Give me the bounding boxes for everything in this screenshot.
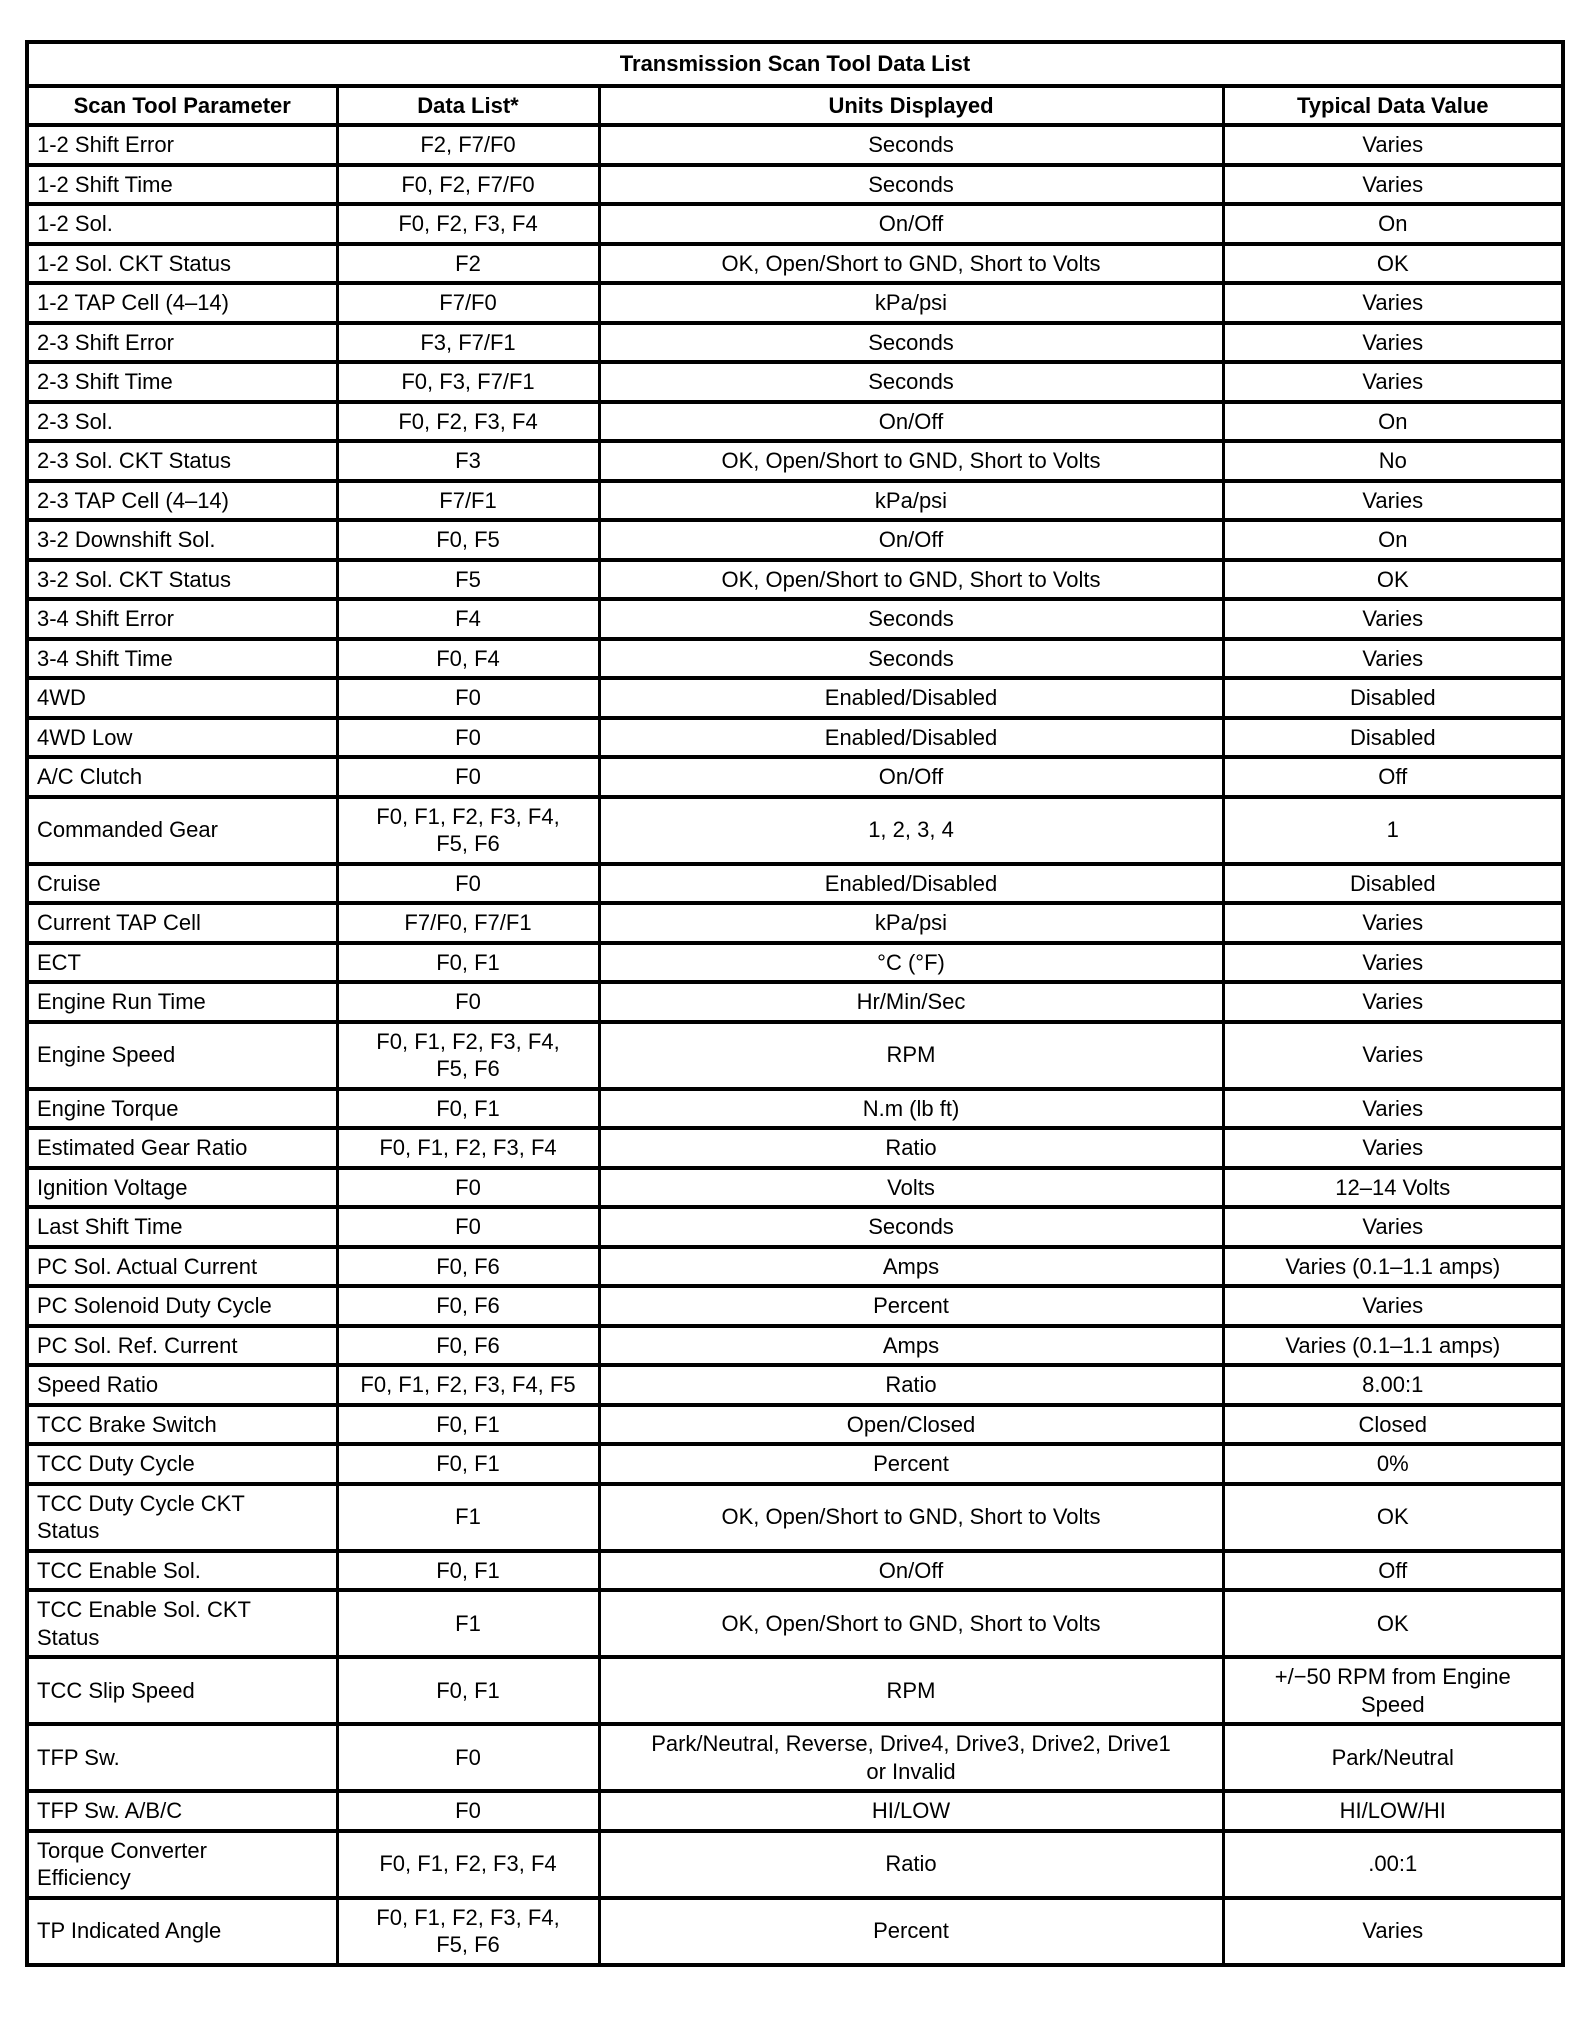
cell-typical-data-value: +/−50 RPM from Engine Speed [1223,1657,1563,1724]
cell-parameter: Engine Torque [27,1089,337,1129]
cell-units-displayed: Seconds [599,125,1223,165]
table-row [27,1326,1563,1366]
cell-parameter: Ignition Voltage [27,1168,337,1208]
cell-data-list: F0, F1 [337,1551,599,1591]
table-row [27,943,1563,983]
table-row [27,639,1563,679]
cell-parameter: Engine Run Time [27,982,337,1022]
cell-units-displayed: Seconds [599,1207,1223,1247]
column-header-units-displayed: Units Displayed [599,86,1223,126]
column-header-typical-data-value: Typical Data Value [1223,86,1563,126]
table-row [27,125,1563,165]
table-title-row [27,42,1563,86]
cell-data-list: F0, F6 [337,1247,599,1287]
cell-data-list: F0, F1 [337,1405,599,1445]
cell-units-displayed: Enabled/Disabled [599,718,1223,758]
cell-parameter: TCC Duty Cycle CKT Status [27,1484,337,1551]
cell-typical-data-value: OK [1223,1484,1563,1551]
cell-data-list: F0, F3, F7/F1 [337,362,599,402]
cell-units-displayed: Percent [599,1286,1223,1326]
cell-data-list: F0, F1 [337,1444,599,1484]
table-row [27,481,1563,521]
cell-parameter: Current TAP Cell [27,903,337,943]
cell-units-displayed: Seconds [599,599,1223,639]
cell-units-displayed: Open/Closed [599,1405,1223,1445]
cell-typical-data-value: Off [1223,1551,1563,1591]
table-row [27,1128,1563,1168]
column-header-data-list: Data List* [337,86,599,126]
table-row [27,1022,1563,1089]
cell-units-displayed: Park/Neutral, Reverse, Drive4, Drive3, Drive2, Drive1 or Invalid [599,1724,1223,1791]
cell-data-list: F0, F1, F2, F3, F4, F5, F6 [337,797,599,864]
cell-units-displayed: Seconds [599,323,1223,363]
cell-data-list: F0 [337,1791,599,1831]
table-row [27,982,1563,1022]
cell-parameter: TP Indicated Angle [27,1898,337,1965]
table-title: Transmission Scan Tool Data List [27,42,1563,86]
cell-units-displayed: On/Off [599,757,1223,797]
cell-parameter: 4WD Low [27,718,337,758]
cell-data-list: F0, F4 [337,639,599,679]
cell-data-list: F3, F7/F1 [337,323,599,363]
cell-units-displayed: RPM [599,1022,1223,1089]
cell-parameter: 2-3 TAP Cell (4–14) [27,481,337,521]
cell-typical-data-value: Varies [1223,639,1563,679]
cell-typical-data-value: HI/LOW/HI [1223,1791,1563,1831]
table-head [27,42,1563,125]
table-row [27,1791,1563,1831]
cell-typical-data-value: Varies [1223,982,1563,1022]
cell-parameter: 2-3 Sol. [27,402,337,442]
cell-typical-data-value: .00:1 [1223,1831,1563,1898]
table-row [27,520,1563,560]
cell-data-list: F0, F1, F2, F3, F4 [337,1831,599,1898]
cell-typical-data-value: Disabled [1223,718,1563,758]
cell-parameter: TCC Duty Cycle [27,1444,337,1484]
cell-typical-data-value: Varies [1223,165,1563,205]
cell-typical-data-value: Disabled [1223,678,1563,718]
cell-typical-data-value: Varies [1223,903,1563,943]
cell-units-displayed: Amps [599,1247,1223,1287]
cell-units-displayed: OK, Open/Short to GND, Short to Volts [599,1484,1223,1551]
cell-data-list: F0, F1 [337,1089,599,1129]
cell-units-displayed: kPa/psi [599,283,1223,323]
cell-units-displayed: Amps [599,1326,1223,1366]
table-row [27,323,1563,363]
cell-data-list: F0, F5 [337,520,599,560]
cell-units-displayed: OK, Open/Short to GND, Short to Volts [599,1590,1223,1657]
cell-parameter: PC Solenoid Duty Cycle [27,1286,337,1326]
cell-typical-data-value: On [1223,520,1563,560]
cell-parameter: 1-2 Sol. CKT Status [27,244,337,284]
cell-units-displayed: On/Off [599,1551,1223,1591]
cell-typical-data-value: Disabled [1223,864,1563,904]
cell-data-list: F0 [337,1207,599,1247]
cell-parameter: Speed Ratio [27,1365,337,1405]
cell-units-displayed: OK, Open/Short to GND, Short to Volts [599,441,1223,481]
cell-units-displayed: °C (°F) [599,943,1223,983]
table-row [27,599,1563,639]
cell-typical-data-value: On [1223,402,1563,442]
table-row [27,1831,1563,1898]
cell-typical-data-value: Varies [1223,1022,1563,1089]
cell-parameter: 2-3 Shift Error [27,323,337,363]
table-row [27,283,1563,323]
cell-parameter: 3-4 Shift Error [27,599,337,639]
cell-units-displayed: 1, 2, 3, 4 [599,797,1223,864]
cell-parameter: 1-2 Shift Time [27,165,337,205]
table-row [27,244,1563,284]
table-row [27,757,1563,797]
cell-units-displayed: HI/LOW [599,1791,1223,1831]
table-header-row [27,86,1563,126]
table-row [27,560,1563,600]
cell-parameter: Commanded Gear [27,797,337,864]
cell-units-displayed: Seconds [599,165,1223,205]
cell-data-list: F0, F1, F2, F3, F4, F5, F6 [337,1022,599,1089]
cell-typical-data-value: Park/Neutral [1223,1724,1563,1791]
cell-units-displayed: Ratio [599,1831,1223,1898]
table-row [27,1207,1563,1247]
cell-typical-data-value: 12–14 Volts [1223,1168,1563,1208]
cell-units-displayed: Volts [599,1168,1223,1208]
cell-units-displayed: Ratio [599,1365,1223,1405]
cell-typical-data-value: Varies [1223,323,1563,363]
cell-data-list: F0, F1 [337,1657,599,1724]
cell-parameter: 3-4 Shift Time [27,639,337,679]
cell-units-displayed: On/Off [599,520,1223,560]
table-row [27,797,1563,864]
table-row [27,678,1563,718]
cell-parameter: 2-3 Sol. CKT Status [27,441,337,481]
cell-parameter: TCC Enable Sol. CKT Status [27,1590,337,1657]
cell-typical-data-value: Varies [1223,125,1563,165]
transmission-scan-tool-data-list-table [25,40,1565,1967]
cell-units-displayed: Enabled/Disabled [599,678,1223,718]
cell-data-list: F0, F2, F7/F0 [337,165,599,205]
cell-data-list: F0, F2, F3, F4 [337,204,599,244]
cell-data-list: F0, F1, F2, F3, F4 [337,1128,599,1168]
cell-units-displayed: On/Off [599,402,1223,442]
cell-typical-data-value: Varies [1223,943,1563,983]
cell-typical-data-value: Varies [1223,481,1563,521]
cell-units-displayed: kPa/psi [599,481,1223,521]
cell-data-list: F0 [337,1724,599,1791]
cell-typical-data-value: OK [1223,560,1563,600]
cell-typical-data-value: On [1223,204,1563,244]
table-row [27,1089,1563,1129]
cell-parameter: TCC Slip Speed [27,1657,337,1724]
cell-typical-data-value: Closed [1223,1405,1563,1445]
cell-parameter: 2-3 Shift Time [27,362,337,402]
cell-data-list: F5 [337,560,599,600]
cell-typical-data-value: Varies (0.1–1.1 amps) [1223,1326,1563,1366]
cell-parameter: Torque Converter Efficiency [27,1831,337,1898]
cell-data-list: F0 [337,757,599,797]
table-row [27,1168,1563,1208]
cell-data-list: F7/F1 [337,481,599,521]
cell-typical-data-value: No [1223,441,1563,481]
table-row [27,1286,1563,1326]
cell-units-displayed: Percent [599,1898,1223,1965]
cell-data-list: F0 [337,678,599,718]
cell-data-list: F0, F1 [337,943,599,983]
table-row [27,1657,1563,1724]
cell-data-list: F0 [337,1168,599,1208]
cell-parameter: A/C Clutch [27,757,337,797]
cell-parameter: Cruise [27,864,337,904]
cell-typical-data-value: Varies [1223,1286,1563,1326]
cell-parameter: Estimated Gear Ratio [27,1128,337,1168]
cell-units-displayed: Percent [599,1444,1223,1484]
cell-typical-data-value: OK [1223,1590,1563,1657]
cell-typical-data-value: Varies [1223,1898,1563,1965]
table-row [27,1405,1563,1445]
cell-parameter: ECT [27,943,337,983]
cell-units-displayed: Enabled/Disabled [599,864,1223,904]
cell-typical-data-value: Varies [1223,1207,1563,1247]
cell-typical-data-value: Varies [1223,599,1563,639]
cell-data-list: F7/F0, F7/F1 [337,903,599,943]
cell-typical-data-value: OK [1223,244,1563,284]
cell-units-displayed: Ratio [599,1128,1223,1168]
cell-parameter: TCC Enable Sol. [27,1551,337,1591]
table-row [27,1247,1563,1287]
cell-data-list: F2, F7/F0 [337,125,599,165]
cell-units-displayed: kPa/psi [599,903,1223,943]
table-body [27,125,1563,1965]
table-row [27,903,1563,943]
cell-parameter: PC Sol. Actual Current [27,1247,337,1287]
table-row [27,165,1563,205]
table-row [27,1590,1563,1657]
cell-typical-data-value: 1 [1223,797,1563,864]
cell-units-displayed: Seconds [599,639,1223,679]
cell-typical-data-value: Varies [1223,1128,1563,1168]
table-row [27,1444,1563,1484]
cell-data-list: F0, F2, F3, F4 [337,402,599,442]
cell-parameter: 1-2 Shift Error [27,125,337,165]
cell-data-list: F0 [337,982,599,1022]
cell-units-displayed: OK, Open/Short to GND, Short to Volts [599,560,1223,600]
cell-units-displayed: RPM [599,1657,1223,1724]
table-row [27,1724,1563,1791]
table-row [27,864,1563,904]
cell-units-displayed: OK, Open/Short to GND, Short to Volts [599,244,1223,284]
cell-data-list: F0, F1, F2, F3, F4, F5, F6 [337,1898,599,1965]
cell-data-list: F1 [337,1484,599,1551]
table-row [27,362,1563,402]
cell-data-list: F0 [337,718,599,758]
cell-units-displayed: Seconds [599,362,1223,402]
cell-parameter: PC Sol. Ref. Current [27,1326,337,1366]
table-row [27,1898,1563,1965]
cell-typical-data-value: Varies [1223,283,1563,323]
cell-data-list: F0, F6 [337,1326,599,1366]
table-row [27,1365,1563,1405]
cell-parameter: TFP Sw. A/B/C [27,1791,337,1831]
cell-parameter: 1-2 Sol. [27,204,337,244]
table-row [27,402,1563,442]
cell-parameter: 3-2 Sol. CKT Status [27,560,337,600]
cell-typical-data-value: Varies (0.1–1.1 amps) [1223,1247,1563,1287]
cell-parameter: Last Shift Time [27,1207,337,1247]
table-row [27,204,1563,244]
table-row [27,718,1563,758]
column-header-scan-tool-parameter: Scan Tool Parameter [27,86,337,126]
table-row [27,1551,1563,1591]
cell-data-list: F0, F6 [337,1286,599,1326]
cell-data-list: F0, F1, F2, F3, F4, F5 [337,1365,599,1405]
cell-parameter: 3-2 Downshift Sol. [27,520,337,560]
cell-typical-data-value: Off [1223,757,1563,797]
table-row [27,441,1563,481]
cell-data-list: F1 [337,1590,599,1657]
cell-parameter: TFP Sw. [27,1724,337,1791]
cell-data-list: F3 [337,441,599,481]
cell-units-displayed: On/Off [599,204,1223,244]
table-row [27,1484,1563,1551]
cell-typical-data-value: 0% [1223,1444,1563,1484]
cell-typical-data-value: Varies [1223,1089,1563,1129]
cell-data-list: F0 [337,864,599,904]
cell-units-displayed: N.m (lb ft) [599,1089,1223,1129]
cell-data-list: F2 [337,244,599,284]
cell-parameter: TCC Brake Switch [27,1405,337,1445]
cell-parameter: Engine Speed [27,1022,337,1089]
cell-typical-data-value: 8.00:1 [1223,1365,1563,1405]
cell-typical-data-value: Varies [1223,362,1563,402]
cell-parameter: 1-2 TAP Cell (4–14) [27,283,337,323]
cell-parameter: 4WD [27,678,337,718]
cell-data-list: F4 [337,599,599,639]
cell-data-list: F7/F0 [337,283,599,323]
cell-units-displayed: Hr/Min/Sec [599,982,1223,1022]
